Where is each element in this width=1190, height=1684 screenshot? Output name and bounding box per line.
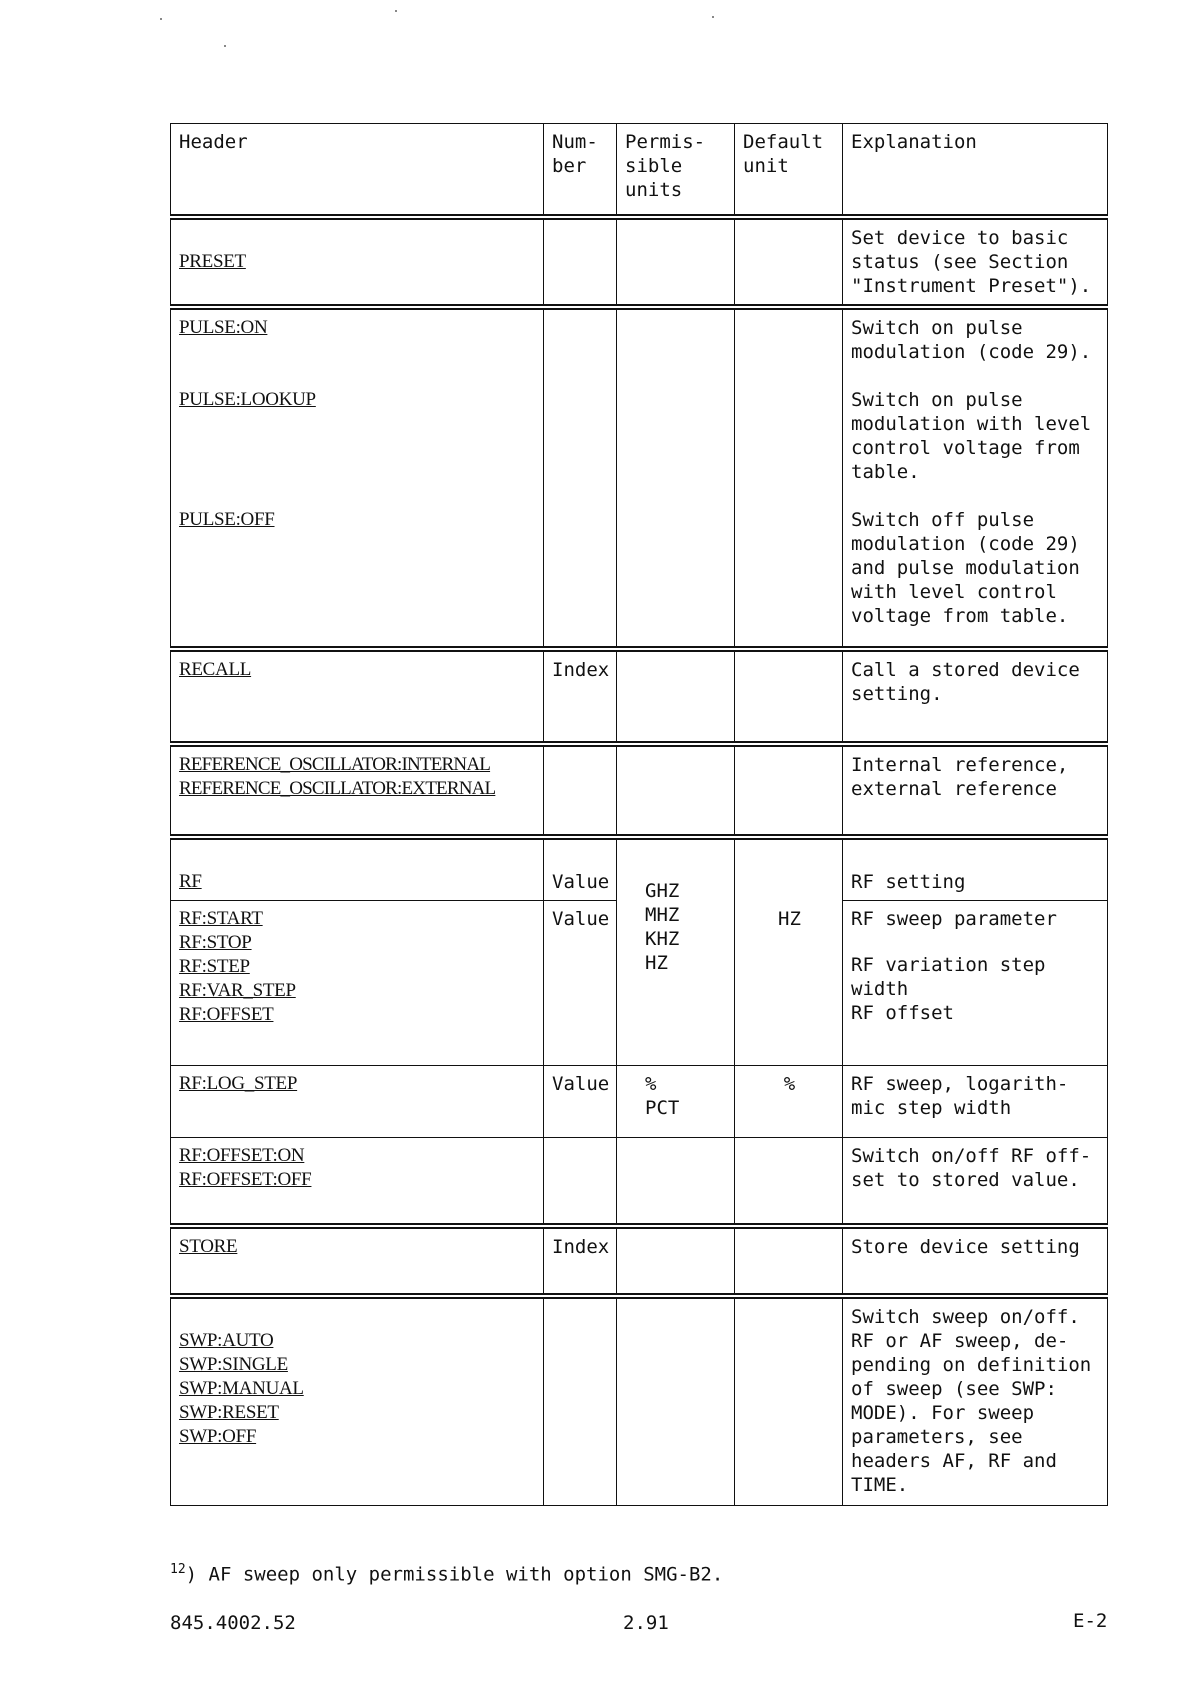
explanation-rf-offset: Switch on/off RF off- set to stored value.: [843, 1138, 1108, 1226]
header-pulse-on: PULSE:ON: [179, 317, 268, 338]
table-row: [171, 217, 1108, 307]
col-header-permissible-units: Permis- sible units: [617, 124, 735, 218]
scan-speck: [395, 10, 397, 12]
number-rf-log-step: Value: [544, 1066, 617, 1138]
table-row: [171, 307, 1108, 649]
table-row: [171, 1138, 1108, 1226]
header-rf-offset: RF:OFFSET:ON RF:OFFSET:OFF: [171, 1138, 544, 1226]
header-recall: RECALL: [171, 649, 544, 744]
explanation-recall: Call a stored device setting.: [843, 649, 1108, 744]
header-pulse: [171, 307, 544, 649]
table-row: [171, 649, 1108, 744]
col-header-number: Num- ber: [544, 124, 617, 218]
units-rf-sweep: GHZ MHZ KHZ HZ: [617, 901, 735, 1066]
document-number: 845.4002.52: [170, 1612, 296, 1634]
header-rf-log-step: RF:LOG_STEP: [171, 1066, 544, 1138]
explanation-store: Store device setting: [843, 1226, 1108, 1296]
col-header-header: Header: [171, 124, 544, 218]
footnote-text: ) AF sweep only permissible with option SMG-B2.: [185, 1563, 724, 1586]
col-header-default-unit: Default unit: [735, 124, 843, 218]
header-store: STORE: [171, 1226, 544, 1296]
footnote-mark: 12: [170, 1562, 186, 1577]
table-row: [171, 744, 1108, 837]
table-row: [171, 837, 1108, 901]
header-pulse-lookup: PULSE:LOOKUP: [179, 389, 316, 410]
header-swp: SWP:AUTO SWP:SINGLE SWP:MANUAL SWP:RESET SWP:OFF: [171, 1296, 544, 1506]
explanation-reference-oscillator: Internal reference, external reference: [843, 744, 1108, 837]
number-rf-sweep: Value: [544, 901, 617, 1066]
page-number: E-2: [1073, 1610, 1108, 1632]
explanation-pulse: Switch on pulse modulation (code 29). Switch on pulse modulation with level control voltage from table. Switch off pulse modulation (code 29) and pulse modulation with level control voltage from table.: [843, 307, 1108, 649]
explanation-swp: Switch sweep on/off. RF or AF sweep, de- pending on definition of sweep (see SWP: MODE). For sweep parameters, see headers AF, RF and TIME.: [843, 1296, 1108, 1506]
col-header-explanation: Explanation: [843, 124, 1108, 218]
header-preset: PRESET: [171, 217, 544, 307]
header-pulse-off: PULSE:OFF: [179, 509, 275, 530]
default-unit-rf-log-step: %: [735, 1066, 843, 1138]
explanation-rf-log-step: RF sweep, logarith- mic step width: [843, 1066, 1108, 1138]
header-reference-oscillator: REFERENCE_OSCILLATOR:INTERNAL REFERENCE_OSCILLATOR:EXTERNAL: [171, 744, 544, 837]
scan-speck: [712, 16, 714, 18]
explanation-rf: RF setting: [843, 837, 1108, 901]
table-row: [171, 1226, 1108, 1296]
default-unit-rf-sweep: HZ: [735, 901, 843, 1066]
table-header-row: [171, 124, 1108, 218]
table-row: [171, 1066, 1108, 1138]
explanation-rf-sweep: RF sweep parameter RF variation step width RF offset: [843, 901, 1108, 1066]
header-rf-sweep: RF:START RF:STOP RF:STEP RF:VAR_STEP RF:OFFSET: [171, 901, 544, 1066]
number-rf: Value: [544, 837, 617, 901]
footnote: [170, 1562, 723, 1585]
document-date: 2.91: [623, 1612, 669, 1634]
units-rf-log-step: % PCT: [617, 1066, 735, 1138]
scan-speck: [224, 45, 226, 47]
explanation-preset: Set device to basic status (see Section "Instrument Preset").: [843, 217, 1108, 307]
table-row: [171, 1296, 1108, 1506]
scan-speck: [160, 18, 162, 20]
number-store: Index: [544, 1226, 617, 1296]
table-row: [171, 901, 1108, 1066]
header-rf: RF: [171, 837, 544, 901]
command-table: [170, 123, 1108, 1506]
number-recall: Index: [544, 649, 617, 744]
